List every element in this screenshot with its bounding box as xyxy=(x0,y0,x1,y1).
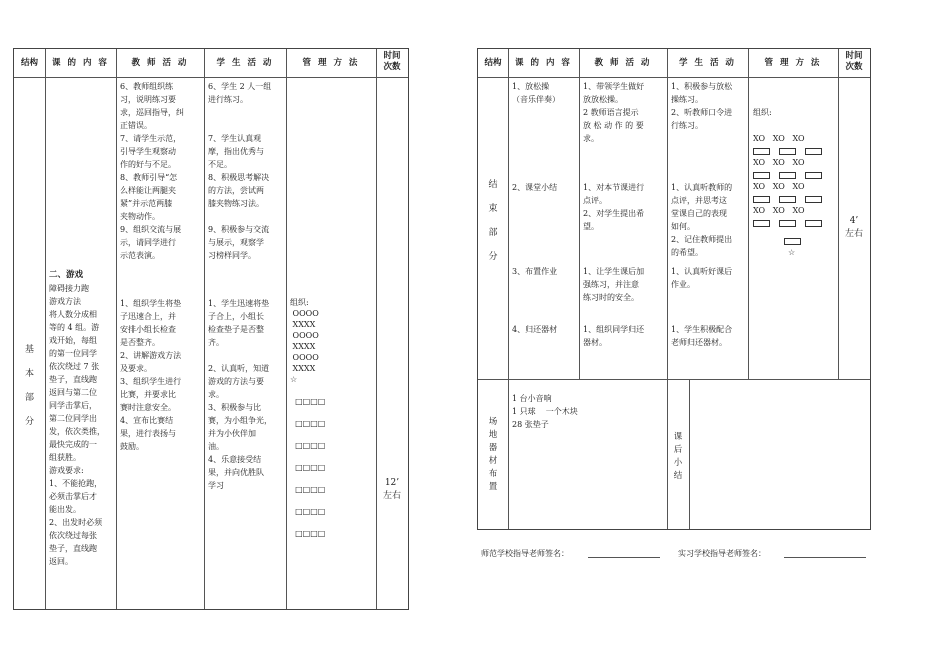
ending-teacher-4: 1、组织同学归还 器材。 xyxy=(583,325,645,347)
time-basic: 12’ 左右 xyxy=(382,478,401,501)
header-student: 学 生 活 动 xyxy=(679,58,736,68)
left-lesson-table xyxy=(13,48,409,610)
header-content: 课 的 内 容 xyxy=(52,58,109,68)
header-time: 时间 次数 xyxy=(845,51,863,72)
ending-content-2: 2、课堂小结 xyxy=(512,183,558,192)
formation-xo-row: XO XO XO xyxy=(753,206,805,215)
header-management: 管 理 方 法 xyxy=(764,58,822,68)
ending-student-3: 1、认真听好课后 作业。 xyxy=(671,267,733,289)
teacher-activity-top: 6、教师组织练 习，说明练习要 求，巡回指导，纠 正错误。 7、请学生示范， 引导学生观察动 作的好与不足。 8、教师引导“怎 么样能让两腿夹 紧”并示范两膝 夹物动作。 9、组织交流与展 示，请同学进行 示范表演。 xyxy=(120,82,184,260)
header-time: 时间 次数 xyxy=(383,51,401,72)
ending-student-2: 1、认真听教师的 点评，并思考这 堂课自己的表现 如何。 2、记住教师提出 的希望。 xyxy=(671,183,733,257)
header-teacher: 教 师 活 动 xyxy=(131,58,189,68)
ending-management-label: 组织: xyxy=(753,108,772,117)
formation-mat-row xyxy=(753,235,838,247)
header-management: 管 理 方 法 xyxy=(302,58,360,68)
venue-items: 1 台小音响 1 只球 一个木块 28 张垫子 xyxy=(512,394,578,429)
ending-student-1: 1、积极参与放松 操练习。 2、听教师口令进 行练习。 xyxy=(671,82,733,130)
formation-xo-row: XO XO XO xyxy=(753,182,805,191)
venue-label: 场 地 器 材 布 置 xyxy=(488,417,498,492)
ending-teacher-3: 1、让学生课后加 强练习，并注意 练习时的安全。 xyxy=(583,267,645,302)
formation-mat-row xyxy=(753,217,838,229)
formation-xo-row: XO XO XO xyxy=(753,134,805,143)
ending-content-3: 3、布置作业 xyxy=(512,267,558,276)
student-activity-top: 6、学生 2 人一组 进行练习。 7、学生认真观 摩，指出优秀与 不足。 8、积极思考解决 的方法，尝试两 膝夹物练习法。 9、积极参与交流 与展示，观察学 习榜样同学。 xyxy=(208,82,272,260)
ending-formation xyxy=(753,133,838,259)
star-icon: ☆ xyxy=(788,248,796,257)
signature-normal-school-label: 师范学校指导老师签名： xyxy=(481,549,569,558)
formation-mat-row xyxy=(753,145,838,157)
content-body: 障碍接力跑 游戏方法 将人数分成相 等的 4 组。游 戏开始，每组 的第一位同学 依次绕过 7 张 垫子，直线跑 返回与第二位 同学击掌后， 第二位同学出 发，依次类推， 最快完成的一 组获胜。 游戏要求: 1、不能抢跑， 必须击掌后才 能出发。 2、出发时必须 依次绕过每张 垫子，直线跑 返回。 xyxy=(49,284,105,566)
right-lesson-table xyxy=(477,48,871,530)
formation-mat-row xyxy=(753,193,838,205)
header-content: 课 的 内 容 xyxy=(515,58,572,68)
header-structure: 结构 xyxy=(20,58,38,68)
section-basic: 基 本 部 分 xyxy=(24,345,34,427)
signature-normal-school-line[interactable] xyxy=(588,557,660,558)
management-formation: 组织: OOOO XXXX OOOO XXXX OOOO XXXX ☆ □□□□ □□□□ □□□□ □□□□ □□□□ □□□□ □□□□ xyxy=(290,298,326,538)
summary-label: 课 后 小 结 xyxy=(673,432,683,481)
header-student: 学 生 活 动 xyxy=(216,58,274,68)
teacher-activity-bottom: 1、组织学生将垫 子迅速合上，并 安排小组长检查 是否整齐。 2、讲解游戏方法 及要求。 3、组织学生进行 比赛，并要求比 赛时注意安全。 4、宣布比赛结 果，进行表扬与 鼓励。 xyxy=(120,299,182,451)
signature-practice-school-line[interactable] xyxy=(784,557,866,558)
section-ending: 结 束 部 分 xyxy=(488,180,498,262)
ending-content-1: 1、放松操 （音乐伴奏） xyxy=(512,82,560,104)
ending-student-4: 1、学生积极配合 老师归还器材。 xyxy=(671,325,733,347)
student-activity-bottom: 1、学生迅速将垫 子合上，小组长 检查垫子是否整 齐。 2、认真听，知道 游戏的方法与要 求。 3、积极参与比 赛，为小组争光， 并为小伙伴加 油。 4、乐意接受结 果，并向优胜队 学习 xyxy=(208,299,272,490)
ending-teacher-2: 1、对本节课进行 点评。 2、对学生提出希 望。 xyxy=(583,183,645,231)
ending-content-4: 4、归还器材 xyxy=(512,325,558,334)
formation-xo-row: XO XO XO xyxy=(753,158,805,167)
time-ending: 4’ 左右 xyxy=(844,216,863,239)
ending-teacher-1: 1、带领学生做好 放放松操。 2 教师语言提示 放 松 动 作 的 要 求。 xyxy=(583,82,645,143)
header-structure: 结构 xyxy=(484,58,502,68)
header-teacher: 教 师 活 动 xyxy=(594,58,652,68)
content-title: 二、游戏 xyxy=(49,270,84,280)
signature-practice-school-label: 实习学校指导老师签名： xyxy=(678,549,766,558)
formation-mat-row xyxy=(753,169,838,181)
